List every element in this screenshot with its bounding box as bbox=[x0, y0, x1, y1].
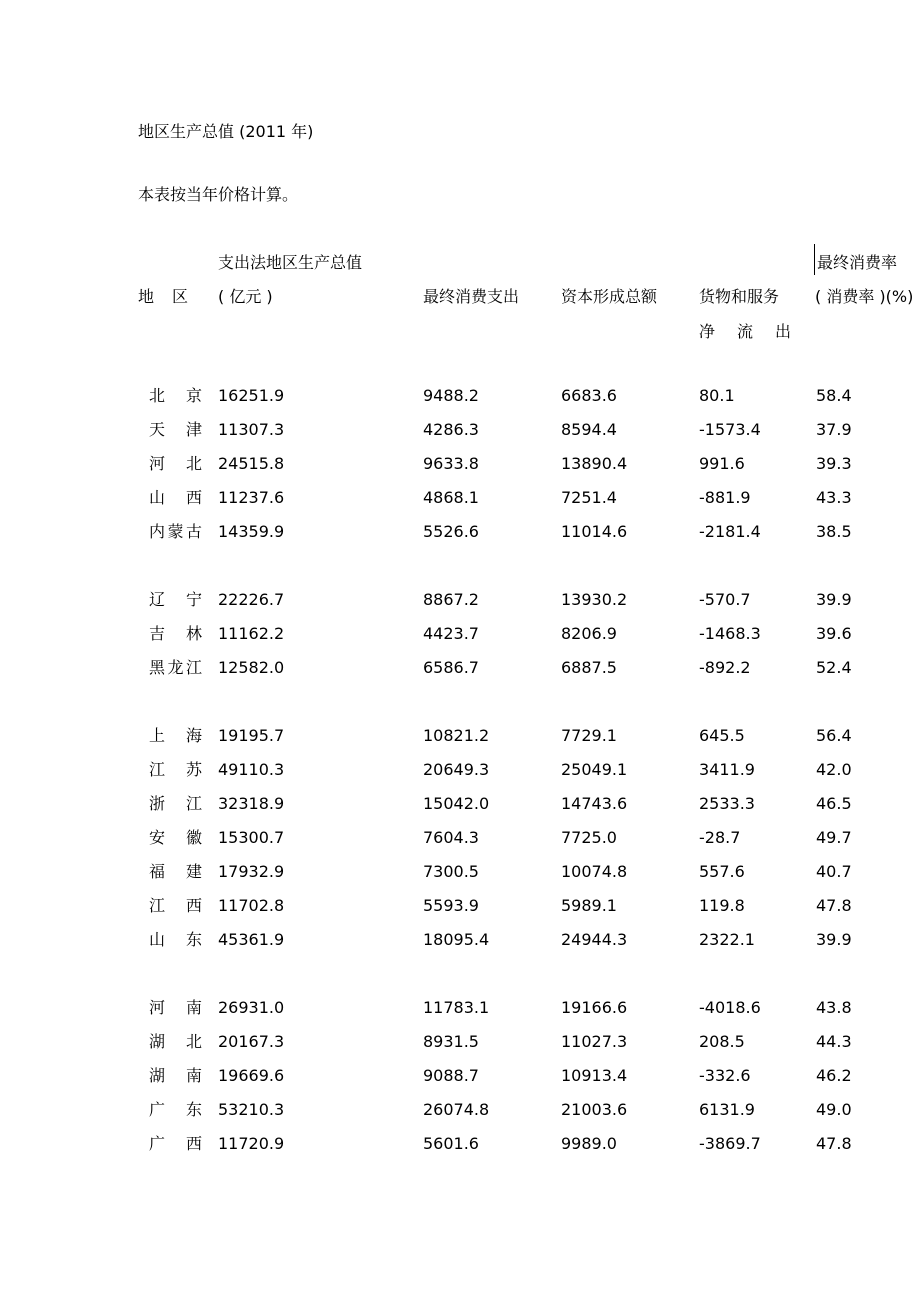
document-title: 地区生产总值 (2011 年) bbox=[138, 122, 314, 141]
cell-consumption-rate: 37.9 bbox=[816, 420, 852, 439]
cell-consumption-rate: 40.7 bbox=[816, 862, 852, 881]
cell-consumption-rate: 38.5 bbox=[816, 522, 852, 541]
table-row bbox=[0, 521, 920, 555]
cell-consumption-rate: 46.2 bbox=[816, 1066, 852, 1085]
cell-gdp: 49110.3 bbox=[218, 760, 285, 779]
cell-capital-formation: 14743.6 bbox=[561, 794, 628, 813]
cell-capital-formation: 5989.1 bbox=[561, 896, 617, 915]
cell-region: 黑龙江 bbox=[149, 658, 202, 677]
cell-net-export: -1468.3 bbox=[699, 624, 761, 643]
data-table bbox=[0, 385, 920, 1201]
cell-final-consumption: 26074.8 bbox=[423, 1100, 490, 1119]
cell-gdp: 32318.9 bbox=[218, 794, 285, 813]
cell-final-consumption: 5526.6 bbox=[423, 522, 479, 541]
cell-gdp: 16251.9 bbox=[218, 386, 285, 405]
cell-net-export: -4018.6 bbox=[699, 998, 761, 1017]
cell-region: 江西 bbox=[149, 896, 202, 915]
cell-gdp: 12582.0 bbox=[218, 658, 285, 677]
cell-final-consumption: 18095.4 bbox=[423, 930, 490, 949]
cell-net-export: 645.5 bbox=[699, 726, 745, 745]
cell-region: 山东 bbox=[149, 930, 202, 949]
cell-region: 广西 bbox=[149, 1134, 202, 1153]
cell-gdp: 11307.3 bbox=[218, 420, 285, 439]
cell-region: 湖南 bbox=[149, 1066, 202, 1085]
table-row bbox=[0, 657, 920, 691]
table-row bbox=[0, 793, 920, 827]
header-region: 地区 bbox=[138, 287, 207, 306]
cell-net-export: -332.6 bbox=[699, 1066, 751, 1085]
cell-final-consumption: 4286.3 bbox=[423, 420, 479, 439]
table-row bbox=[0, 1031, 920, 1065]
cell-final-consumption: 7604.3 bbox=[423, 828, 479, 847]
table-row bbox=[0, 385, 920, 419]
cell-capital-formation: 7729.1 bbox=[561, 726, 617, 745]
cell-gdp: 45361.9 bbox=[218, 930, 285, 949]
cell-final-consumption: 9633.8 bbox=[423, 454, 479, 473]
cell-consumption-rate: 49.0 bbox=[816, 1100, 852, 1119]
cell-region: 河南 bbox=[149, 998, 202, 1017]
cell-capital-formation: 7251.4 bbox=[561, 488, 617, 507]
cell-region: 安徽 bbox=[149, 828, 202, 847]
cell-gdp: 17932.9 bbox=[218, 862, 285, 881]
cell-final-consumption: 9088.7 bbox=[423, 1066, 479, 1085]
cell-final-consumption: 15042.0 bbox=[423, 794, 490, 813]
cell-net-export: -881.9 bbox=[699, 488, 751, 507]
cell-region: 上海 bbox=[149, 726, 202, 745]
cell-final-consumption: 8931.5 bbox=[423, 1032, 479, 1051]
cell-gdp: 11720.9 bbox=[218, 1134, 285, 1153]
cell-net-export: 557.6 bbox=[699, 862, 745, 881]
cell-gdp: 11162.2 bbox=[218, 624, 285, 643]
cell-final-consumption: 4868.1 bbox=[423, 488, 479, 507]
cell-gdp: 19195.7 bbox=[218, 726, 285, 745]
header-consumption-rate-unit: ( 消费率 )(%) bbox=[815, 287, 914, 306]
cell-final-consumption: 7300.5 bbox=[423, 862, 479, 881]
cell-gdp: 22226.7 bbox=[218, 590, 285, 609]
header-net-export-line2: 净流出 bbox=[699, 322, 791, 341]
cell-consumption-rate: 42.0 bbox=[816, 760, 852, 779]
cell-final-consumption: 5601.6 bbox=[423, 1134, 479, 1153]
cell-net-export: -2181.4 bbox=[699, 522, 761, 541]
cell-gdp: 26931.0 bbox=[218, 998, 285, 1017]
cell-consumption-rate: 44.3 bbox=[816, 1032, 852, 1051]
cell-gdp: 24515.8 bbox=[218, 454, 285, 473]
cell-region: 河北 bbox=[149, 454, 202, 473]
table-row bbox=[0, 1099, 920, 1133]
cell-region: 湖北 bbox=[149, 1032, 202, 1051]
cell-region: 辽宁 bbox=[149, 590, 202, 609]
region-group bbox=[0, 385, 920, 555]
table-row bbox=[0, 419, 920, 453]
cell-consumption-rate: 56.4 bbox=[816, 726, 852, 745]
cell-consumption-rate: 49.7 bbox=[816, 828, 852, 847]
table-row bbox=[0, 759, 920, 793]
cell-final-consumption: 6586.7 bbox=[423, 658, 479, 677]
price-basis-note: 本表按当年价格计算。 bbox=[138, 185, 299, 204]
cell-consumption-rate: 52.4 bbox=[816, 658, 852, 677]
table-row bbox=[0, 895, 920, 929]
cell-net-export: -570.7 bbox=[699, 590, 751, 609]
region-group bbox=[0, 997, 920, 1167]
cell-net-export: -892.2 bbox=[699, 658, 751, 677]
header-final-consumption: 最终消费支出 bbox=[423, 287, 520, 306]
cell-consumption-rate: 43.8 bbox=[816, 998, 852, 1017]
table-row bbox=[0, 1065, 920, 1099]
cell-consumption-rate: 39.6 bbox=[816, 624, 852, 643]
cell-consumption-rate: 47.8 bbox=[816, 1134, 852, 1153]
cell-gdp: 11237.6 bbox=[218, 488, 285, 507]
header-gdp-unit: ( 亿元 ) bbox=[218, 287, 273, 306]
cell-net-export: 3411.9 bbox=[699, 760, 755, 779]
cell-final-consumption: 11783.1 bbox=[423, 998, 490, 1017]
header-net-export: 货物和服务 bbox=[699, 287, 780, 306]
table-row bbox=[0, 589, 920, 623]
cell-capital-formation: 10913.4 bbox=[561, 1066, 628, 1085]
cell-gdp: 19669.6 bbox=[218, 1066, 285, 1085]
cell-gdp: 14359.9 bbox=[218, 522, 285, 541]
cell-capital-formation: 24944.3 bbox=[561, 930, 628, 949]
cell-capital-formation: 25049.1 bbox=[561, 760, 628, 779]
table-row bbox=[0, 929, 920, 963]
cell-region: 山西 bbox=[149, 488, 202, 507]
cell-consumption-rate: 43.3 bbox=[816, 488, 852, 507]
cell-gdp: 53210.3 bbox=[218, 1100, 285, 1119]
table-row bbox=[0, 827, 920, 861]
cell-region: 天津 bbox=[149, 420, 202, 439]
table-row bbox=[0, 487, 920, 521]
header-consumption-rate: 最终消费率 bbox=[817, 253, 898, 272]
cell-final-consumption: 8867.2 bbox=[423, 590, 479, 609]
cell-region: 北京 bbox=[149, 386, 202, 405]
cell-region: 广东 bbox=[149, 1100, 202, 1119]
cell-capital-formation: 9989.0 bbox=[561, 1134, 617, 1153]
cell-consumption-rate: 46.5 bbox=[816, 794, 852, 813]
cell-consumption-rate: 39.9 bbox=[816, 590, 852, 609]
cell-gdp: 20167.3 bbox=[218, 1032, 285, 1051]
cell-gdp: 11702.8 bbox=[218, 896, 285, 915]
cell-capital-formation: 8206.9 bbox=[561, 624, 617, 643]
cell-capital-formation: 11027.3 bbox=[561, 1032, 628, 1051]
table-row bbox=[0, 725, 920, 759]
cell-capital-formation: 7725.0 bbox=[561, 828, 617, 847]
cell-region: 浙江 bbox=[149, 794, 202, 813]
cell-capital-formation: 13930.2 bbox=[561, 590, 628, 609]
cell-net-export: 208.5 bbox=[699, 1032, 745, 1051]
cell-final-consumption: 20649.3 bbox=[423, 760, 490, 779]
cell-consumption-rate: 47.8 bbox=[816, 896, 852, 915]
cell-capital-formation: 11014.6 bbox=[561, 522, 628, 541]
cell-capital-formation: 19166.6 bbox=[561, 998, 628, 1017]
cell-capital-formation: 10074.8 bbox=[561, 862, 628, 881]
header-gdp: 支出法地区生产总值 bbox=[218, 253, 363, 272]
cell-capital-formation: 6683.6 bbox=[561, 386, 617, 405]
cell-net-export: 2533.3 bbox=[699, 794, 755, 813]
cell-consumption-rate: 58.4 bbox=[816, 386, 852, 405]
cell-final-consumption: 5593.9 bbox=[423, 896, 479, 915]
cell-final-consumption: 10821.2 bbox=[423, 726, 490, 745]
cell-capital-formation: 21003.6 bbox=[561, 1100, 628, 1119]
region-group bbox=[0, 725, 920, 963]
region-group bbox=[0, 589, 920, 691]
cell-capital-formation: 6887.5 bbox=[561, 658, 617, 677]
table-row bbox=[0, 1133, 920, 1167]
cell-net-export: 6131.9 bbox=[699, 1100, 755, 1119]
cell-capital-formation: 8594.4 bbox=[561, 420, 617, 439]
cell-consumption-rate: 39.9 bbox=[816, 930, 852, 949]
cell-region: 江苏 bbox=[149, 760, 202, 779]
cell-region: 吉林 bbox=[149, 624, 202, 643]
cell-gdp: 15300.7 bbox=[218, 828, 285, 847]
cell-region: 福建 bbox=[149, 862, 202, 881]
cell-capital-formation: 13890.4 bbox=[561, 454, 628, 473]
table-row bbox=[0, 861, 920, 895]
cell-net-export: -28.7 bbox=[699, 828, 741, 847]
table-row bbox=[0, 623, 920, 657]
cell-net-export: 119.8 bbox=[699, 896, 745, 915]
cell-net-export: 2322.1 bbox=[699, 930, 755, 949]
cell-net-export: 991.6 bbox=[699, 454, 745, 473]
cell-final-consumption: 4423.7 bbox=[423, 624, 479, 643]
cell-final-consumption: 9488.2 bbox=[423, 386, 479, 405]
cell-net-export: 80.1 bbox=[699, 386, 735, 405]
cell-net-export: -1573.4 bbox=[699, 420, 761, 439]
text-cursor bbox=[814, 244, 815, 275]
cell-region: 内蒙古 bbox=[149, 522, 202, 541]
cell-consumption-rate: 39.3 bbox=[816, 454, 852, 473]
cell-net-export: -3869.7 bbox=[699, 1134, 761, 1153]
header-capital-formation: 资本形成总额 bbox=[561, 287, 658, 306]
table-row bbox=[0, 453, 920, 487]
table-row bbox=[0, 997, 920, 1031]
